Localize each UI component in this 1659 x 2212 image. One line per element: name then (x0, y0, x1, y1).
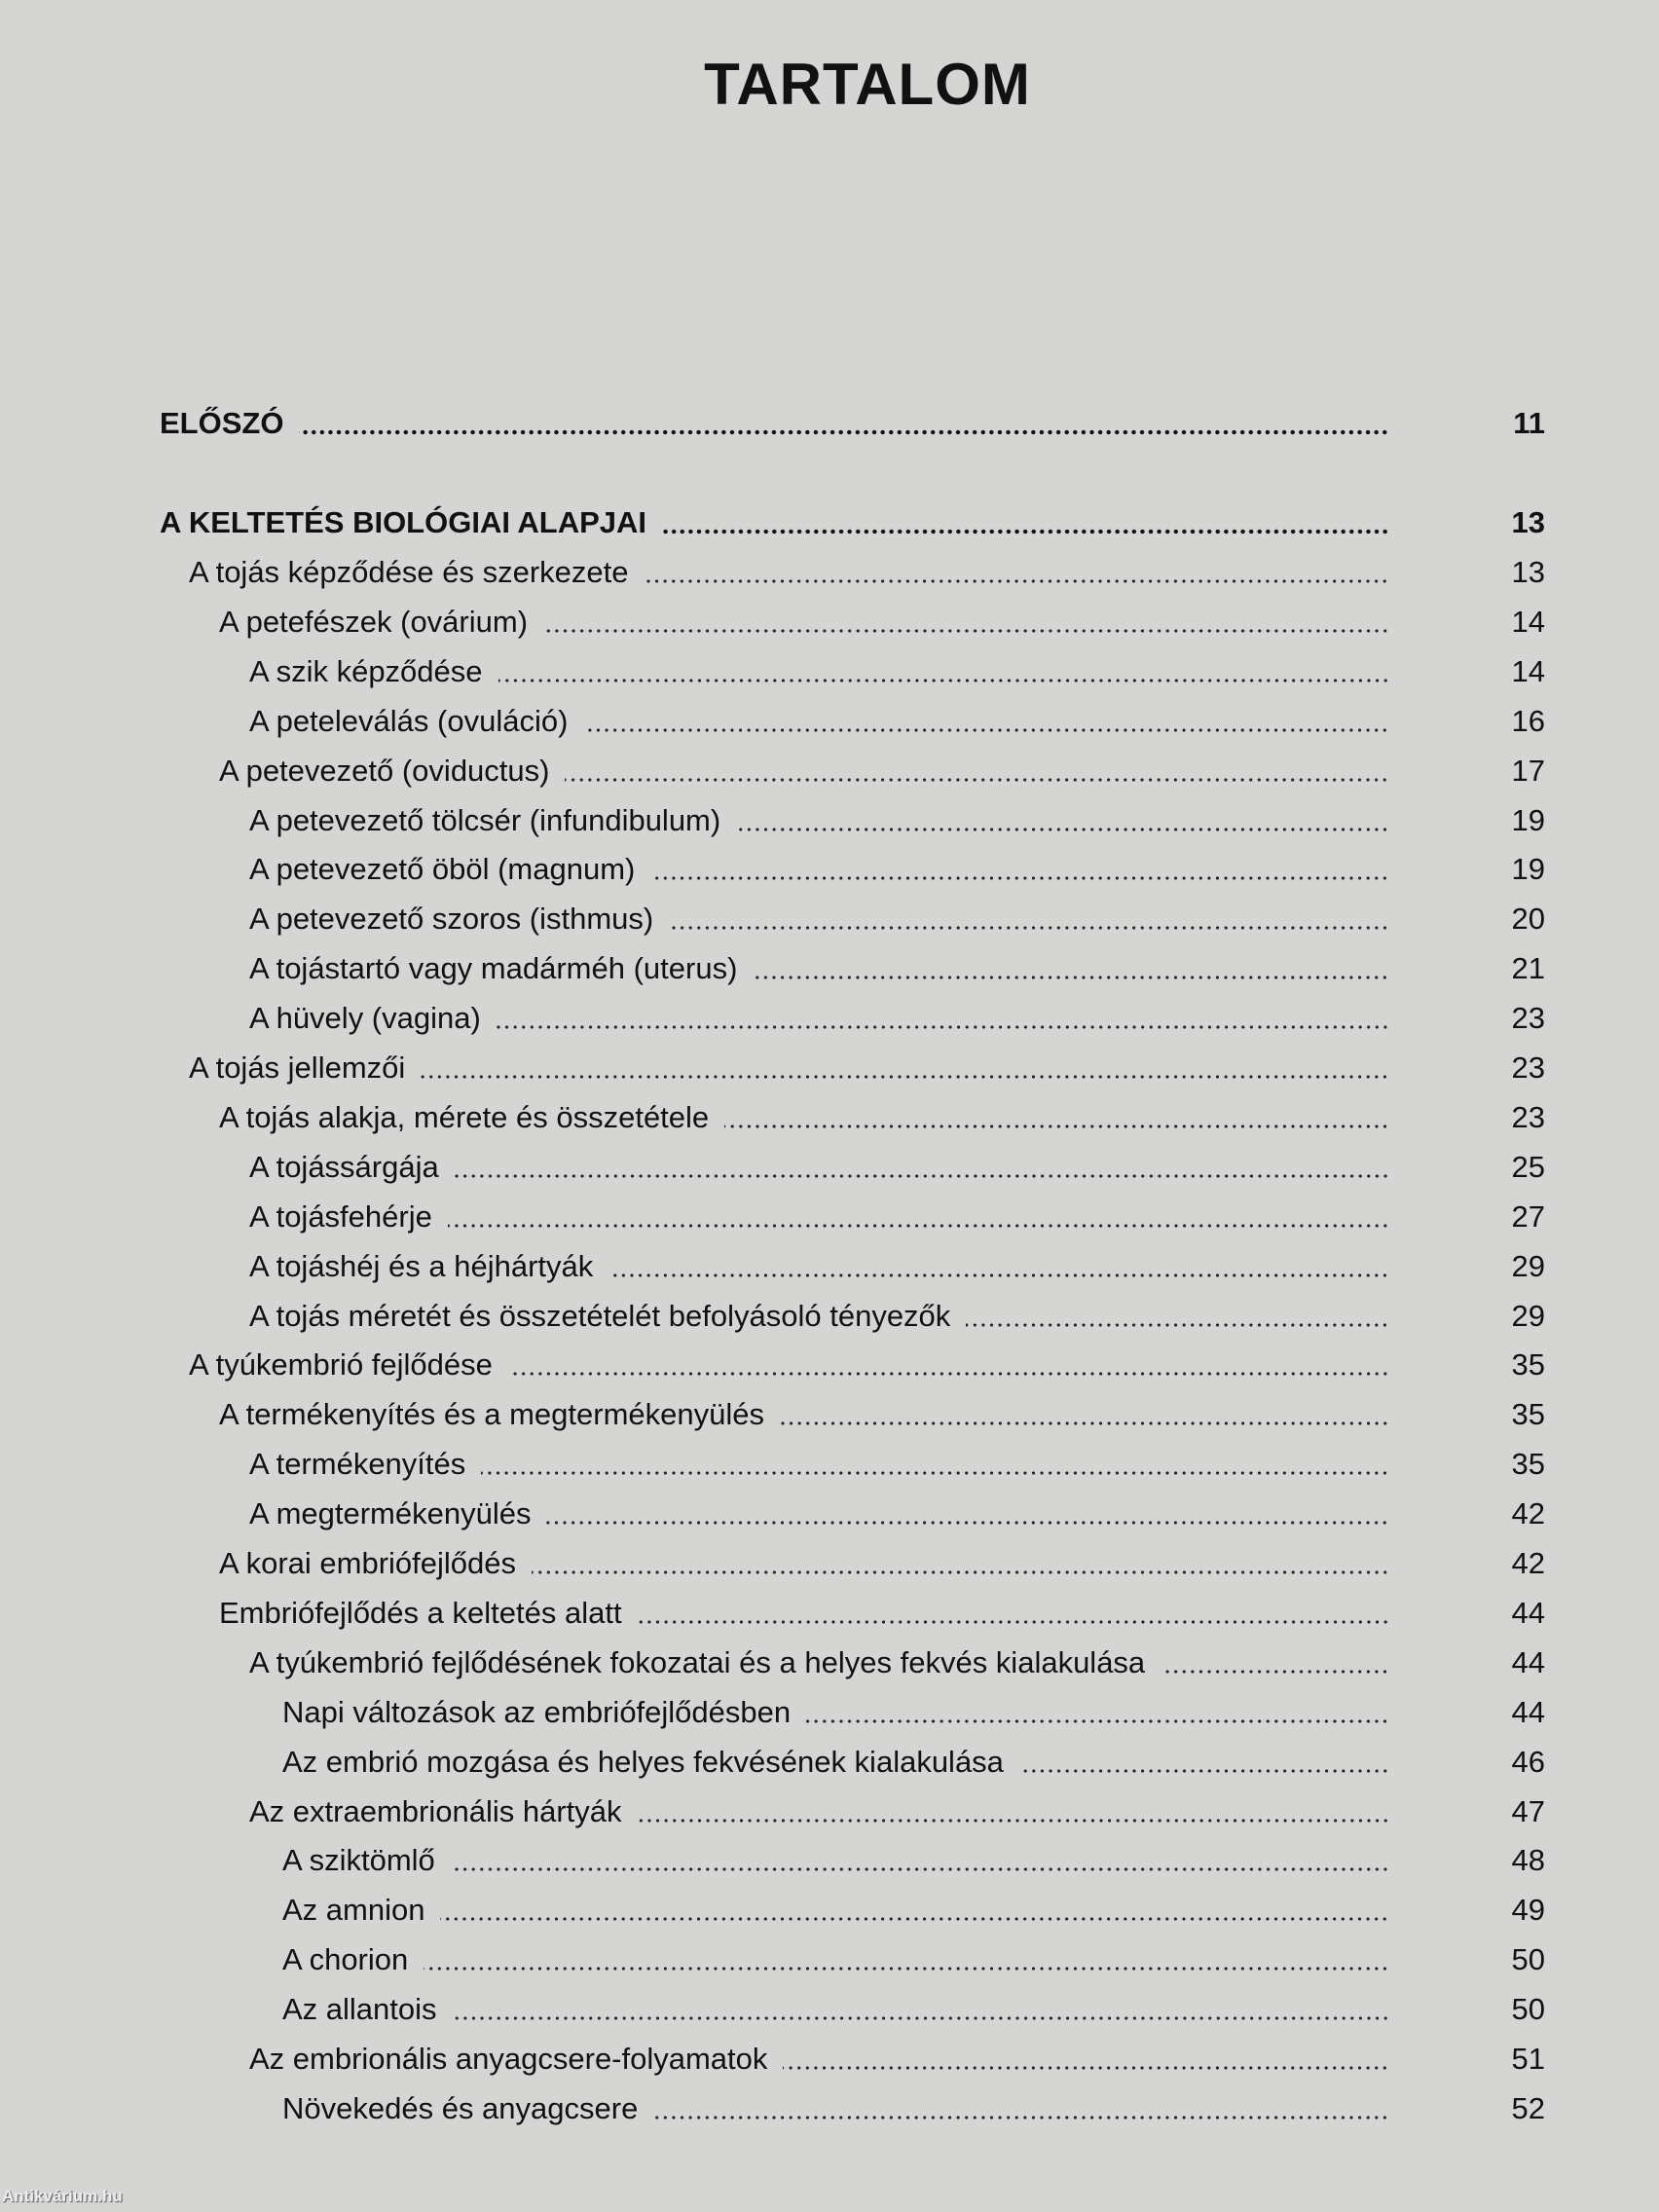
toc-entry-title: A petevezető (oviductus) (219, 753, 550, 788)
toc-entry (219, 1594, 1389, 1633)
toc-entry-page-number: 23 (1511, 1099, 1545, 1134)
page-title: TARTALOM (704, 52, 1031, 117)
toc-entry (249, 1792, 1389, 1831)
dot-leader (455, 1173, 1389, 1179)
toc-entry-title: A tojás méretét és összetételét befolyásoló tényezők (249, 1298, 951, 1333)
toc-entry (160, 404, 1389, 443)
dot-leader (1019, 1768, 1389, 1774)
toc-entry-title: A sziktömlő (282, 1843, 435, 1878)
dot-leader (498, 678, 1389, 683)
toc-entry-page-number: 13 (1511, 505, 1545, 539)
toc-entry (282, 1743, 1389, 1782)
dot-leader (638, 1818, 1390, 1824)
toc-entry-title: A chorion (282, 1942, 409, 1977)
toc-entry-title: A hüvely (vagina) (249, 1001, 481, 1036)
dot-leader (565, 777, 1389, 783)
toc-entry (189, 553, 1389, 592)
toc-entry-title: A korai embriófejlődés (219, 1546, 516, 1580)
toc-entry (249, 1445, 1389, 1484)
dot-leader (421, 1074, 1389, 1080)
toc-entry (249, 801, 1389, 840)
toc-entry (282, 1891, 1389, 1930)
toc-entry (249, 1297, 1389, 1336)
toc-entry-title: A megtermékenyülés (249, 1496, 532, 1531)
toc-entry (219, 752, 1389, 791)
toc-entry (249, 702, 1389, 741)
toc-entry (219, 1395, 1389, 1434)
toc-entry-page-number: 13 (1511, 555, 1545, 589)
toc-entry (282, 1990, 1389, 2029)
dot-leader (1161, 1669, 1389, 1675)
toc-entry-title: ELŐSZÓ (160, 406, 284, 440)
dot-leader (783, 2065, 1389, 2071)
toc-entry-title: A tojássárgája (249, 1149, 439, 1184)
dot-leader (451, 1866, 1389, 1872)
toc-entry (219, 1098, 1389, 1137)
toc-entry (249, 652, 1389, 691)
toc-entry-title: Az allantois (282, 1992, 437, 2027)
toc-entry-page-number: 19 (1511, 802, 1545, 837)
dot-leader (583, 727, 1389, 733)
toc-entry (282, 1693, 1389, 1732)
toc-entry-page-number: 47 (1511, 1793, 1545, 1828)
toc-entry-page-number: 35 (1511, 1447, 1545, 1482)
toc-entry-title: A szik képződése (249, 653, 483, 688)
dot-leader (650, 875, 1389, 881)
toc-entry-page-number: 42 (1511, 1546, 1545, 1580)
toc-entry-title: Az extraembrionális hártyák (249, 1793, 622, 1828)
toc-entry-page-number: 14 (1511, 604, 1545, 639)
toc-entry-title: A termékenyítés (249, 1447, 466, 1482)
toc-entry (249, 1148, 1389, 1187)
dot-leader (662, 529, 1389, 535)
dot-leader (669, 925, 1389, 931)
toc-entry (249, 900, 1389, 939)
dot-leader (508, 1371, 1389, 1377)
dot-leader (724, 1124, 1389, 1129)
dot-leader (644, 578, 1389, 584)
dot-leader (448, 1223, 1389, 1229)
dot-leader (546, 1520, 1389, 1526)
toc-entry (219, 603, 1389, 642)
toc-entry-title: Embriófejlődés a keltetés alatt (219, 1595, 622, 1630)
toc-entry-title: A petevezető tölcsér (infundibulum) (249, 802, 721, 837)
toc-entry (249, 2040, 1389, 2079)
toc-entry (189, 1346, 1389, 1384)
toc-entry-title: A tojás képződése és szerkezete (189, 555, 629, 589)
toc-entry-title: A tyúkembrió fejlődésének fokozatai és a helyes fekvés kialakulása (249, 1644, 1146, 1679)
toc-entry (160, 503, 1389, 542)
toc-entry-page-number: 11 (1513, 406, 1545, 440)
toc-entry-title: Az embrionális anyagcsere-folyamatok (249, 2042, 768, 2076)
toc-entry-page-number: 20 (1511, 902, 1545, 937)
toc-entry-page-number: 42 (1511, 1496, 1545, 1531)
dot-leader (608, 1272, 1389, 1278)
toc-entry-title: Az amnion (282, 1893, 425, 1928)
toc-entry-page-number: 50 (1511, 1942, 1545, 1977)
dot-leader (780, 1420, 1389, 1426)
toc-entry-title: A tojás jellemzői (189, 1051, 406, 1085)
toc-entry-page-number: 29 (1511, 1298, 1545, 1333)
toc-entry-page-number: 49 (1511, 1893, 1545, 1928)
toc-entry-title: A termékenyítés és a megtermékenyülés (219, 1397, 764, 1432)
toc-entry-title: Napi változások az embriófejlődésben (282, 1694, 792, 1729)
toc-entry (219, 1544, 1389, 1583)
toc-entry (249, 1494, 1389, 1533)
dot-leader (497, 1024, 1389, 1030)
toc-entry-title: A KELTETÉS BIOLÓGIAI ALAPJAI (160, 505, 647, 539)
toc-entry-page-number: 27 (1511, 1198, 1545, 1234)
dot-leader (440, 1916, 1389, 1922)
toc-entry-page-number: 17 (1511, 753, 1545, 788)
toc-entry (249, 1247, 1389, 1286)
toc-entry-title: A tojáshéj és a héjhártyák (249, 1248, 594, 1283)
toc-entry (282, 1940, 1389, 1979)
toc-entry-title: A tojásfehérje (249, 1198, 432, 1234)
dot-leader (966, 1322, 1389, 1328)
toc-entry (249, 999, 1389, 1038)
toc-entry-title: A petefészek (ovárium) (219, 604, 529, 639)
toc-entry (282, 1841, 1389, 1880)
toc-entry-page-number: 50 (1511, 1992, 1545, 2027)
dot-leader (299, 429, 1389, 435)
toc-entry-page-number: 35 (1511, 1347, 1545, 1382)
toc-entry-page-number: 35 (1511, 1397, 1545, 1432)
dot-leader (653, 2115, 1389, 2120)
toc-entry (249, 949, 1389, 988)
dot-leader (543, 628, 1389, 634)
toc-entry-page-number: 48 (1511, 1843, 1545, 1878)
toc-entry (249, 850, 1389, 889)
toc-entry (249, 1643, 1389, 1682)
dot-leader (532, 1569, 1389, 1575)
watermark: Antikvárium.hu (2, 2187, 123, 2205)
toc-entry-page-number: 51 (1511, 2042, 1545, 2076)
toc-entry-page-number: 23 (1511, 1051, 1545, 1085)
toc-entry-page-number: 44 (1511, 1595, 1545, 1630)
toc-entry-title: A tojás alakja, mérete és összetétele (219, 1099, 710, 1134)
toc-entry-title: A petevezető öböl (magnum) (249, 852, 636, 887)
toc-entry-page-number: 29 (1511, 1248, 1545, 1283)
dot-leader (638, 1619, 1389, 1625)
toc-entry (189, 1049, 1389, 1088)
toc-entry-page-number: 16 (1511, 703, 1545, 738)
toc-entry-page-number: 21 (1511, 951, 1545, 986)
dot-leader (753, 975, 1389, 980)
dot-leader (453, 2015, 1389, 2021)
toc-entry-title: A petevezető szoros (isthmus) (249, 902, 654, 937)
toc-entry-page-number: 14 (1511, 653, 1545, 688)
dot-leader (424, 1966, 1389, 1972)
toc-entry-title: Növekedés és anyagcsere (282, 2090, 639, 2125)
toc-entry (282, 2089, 1389, 2128)
toc-entry (249, 1198, 1389, 1236)
dot-leader (736, 827, 1389, 832)
toc-entry-title: A tyúkembrió fejlődése (189, 1347, 493, 1382)
toc-entry-page-number: 46 (1511, 1744, 1545, 1779)
dot-leader (806, 1718, 1389, 1724)
toc-entry-page-number: 23 (1511, 1001, 1545, 1036)
toc-entry-title: A peteleválás (ovuláció) (249, 703, 569, 738)
toc-entry-page-number: 25 (1511, 1149, 1545, 1184)
toc-entry-page-number: 52 (1511, 2090, 1545, 2125)
toc-entry-page-number: 44 (1511, 1644, 1545, 1679)
dot-leader (481, 1470, 1389, 1476)
toc-entry-page-number: 19 (1511, 852, 1545, 887)
toc-entry-title: A tojástartó vagy madárméh (uterus) (249, 951, 738, 986)
toc-entry-title: Az embrió mozgása és helyes fekvésének kialakulása (282, 1744, 1004, 1779)
toc-entry-page-number: 44 (1511, 1694, 1545, 1729)
